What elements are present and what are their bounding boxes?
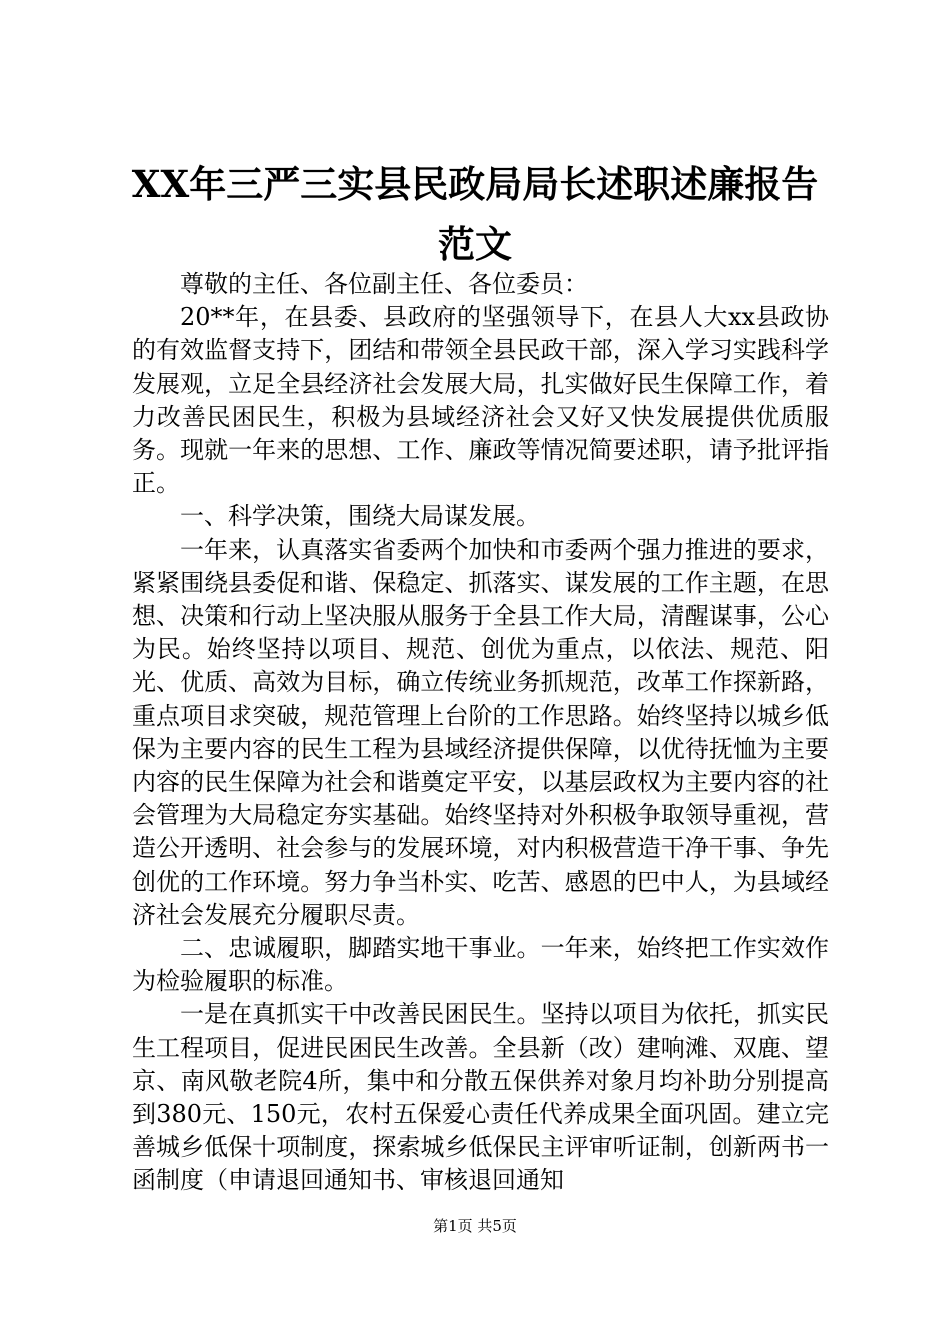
page-number-footer: 第1页 共5页 — [433, 1217, 517, 1235]
paragraph-section-2: 一是在真抓实干中改善民困民生。坚持以项目为依托，抓实民生工程项目，促进民困民生改善。全县新（改）建响滩、双鹿、望京、南风敬老院4所，集中和分散五保供养对象月均补助分别提高到380元、150元，农村五保爱心责任代养成果全面巩固。建立完善城乡低保十项制度，探索城乡低保民主评审听证制，创新两书一函制度（申请退回通知书、审核退回通知 — [132, 1000, 829, 1195]
salutation: 尊敬的主任、各位副主任、各位委员： — [180, 270, 588, 298]
document-body — [132, 268, 829, 1198]
paragraph-intro: 20**年，在县委、县政府的坚强领导下，在县人大xx县政协的有效监督支持下，团结和带领全县民政干部，深入学习实践科学发展观，立足全县经济社会发展大局，扎实做好民生保障工作，着力改善民困民生，积极为县域经济社会又好又快发展提供优质服务。现就一年来的思想、工作、廉政等情况简要述职，请予批评指正。 — [132, 303, 829, 498]
paragraph-section-1: 一年来，认真落实省委两个加快和市委两个强力推进的要求，紧紧围绕县委促和谐、保稳定、抓落实、谋发展的工作主题，在思想、决策和行动上坚决服从服务于全县工作大局，清醒谋事，公心为民。始终坚持以项目、规范、创优为重点，以依法、规范、阳光、优质、高效为目标，确立传统业务抓规范，改革工作探新路，重点项目求突破，规范管理上台阶的工作思路。始终坚持以城乡低保为主要内容的民生工程为县域经济提供保障，以优待抚恤为主要内容的民生保障为社会和谐奠定平安，以基层政权为主要内容的社会管理为大局稳定夯实基础。始终坚持对外积极争取领导重视，营造公开透明、社会参与的发展环境，对内积极营造干净干事、争先创优的工作环境。努力争当朴实、吃苦、感恩的巴中人，为县域经济社会发展充分履职尽责。 — [132, 535, 829, 929]
section-heading-2: 二、忠诚履职，脚踏实地干事业。一年来，始终把工作实效作为检验履职的标准。 — [132, 934, 829, 996]
section-heading-1: 一、科学决策，围绕大局谋发展。 — [180, 502, 540, 531]
document-title: XX年三严三实县民政局局长述职述廉报告范文 — [131, 162, 819, 266]
